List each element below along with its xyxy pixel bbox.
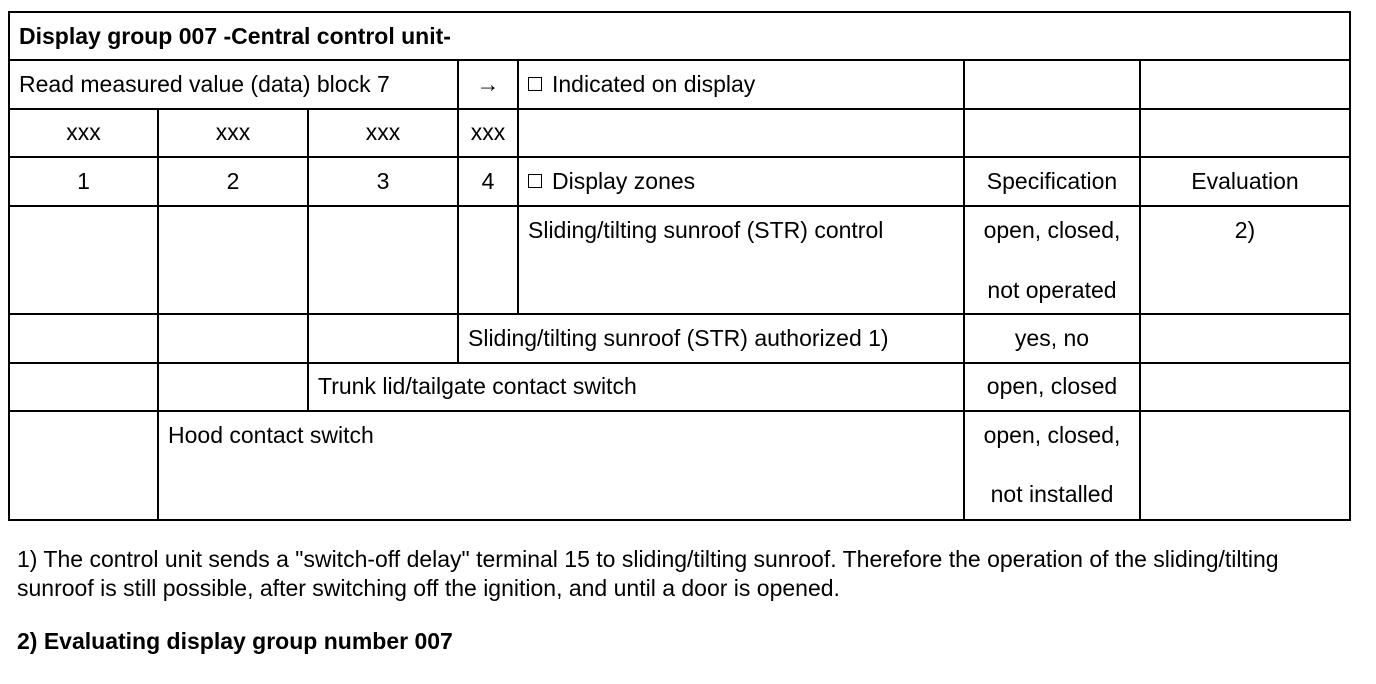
table-row: [9, 363, 1350, 411]
field-2: 2: [158, 157, 308, 205]
placeholder-2: xxx: [158, 109, 308, 157]
indicated-on-display: Indicated on display: [518, 60, 964, 108]
spec-sunroof-authorized: yes, no: [964, 314, 1140, 362]
table-title: Display group 007 -Central control unit-: [9, 12, 1350, 60]
checkbox-square-icon: [528, 77, 542, 91]
read-block-label: Read measured value (data) block 7: [9, 60, 458, 108]
display-zones-header: Display zones: [518, 157, 964, 205]
evaluation-header: Evaluation: [1140, 157, 1350, 205]
spec-trunk-switch: open, closed: [964, 363, 1140, 411]
table-row: [9, 206, 1350, 315]
footnote-2: 2) Evaluating display group number 007: [17, 628, 453, 654]
zone-hood-switch: Hood contact switch: [158, 411, 964, 520]
zone-sunroof-authorized: Sliding/tilting sunroof (STR) authorized 1): [458, 314, 964, 362]
field-3: 3: [308, 157, 458, 205]
checkbox-square-icon: [528, 174, 542, 188]
table-row: [9, 411, 1350, 520]
placeholder-1: xxx: [9, 109, 158, 157]
eval-sunroof-control: 2): [1140, 206, 1350, 315]
placeholder-4: xxx: [458, 109, 518, 157]
field-1: 1: [9, 157, 158, 205]
field-4: 4: [458, 157, 518, 205]
footnote-1: 1) The control unit sends a "switch-off delay" terminal 15 to sliding/tilting sunroof. Therefore the operation of the sliding/tilting sunroof is still possible, after switching off the ignition, and until a door is opened.: [17, 546, 1279, 601]
zone-sunroof-control: Sliding/tilting sunroof (STR) control: [518, 206, 964, 315]
spec-hood-switch: open, closed, not installed: [964, 411, 1140, 520]
specification-header: Specification: [964, 157, 1140, 205]
zone-trunk-switch: Trunk lid/tailgate contact switch: [308, 363, 964, 411]
display-group-table: [8, 11, 1351, 521]
placeholder-3: xxx: [308, 109, 458, 157]
table-row: [9, 314, 1350, 362]
arrow-icon: →: [458, 60, 518, 108]
spec-sunroof-control: open, closed, not operated: [964, 206, 1140, 315]
